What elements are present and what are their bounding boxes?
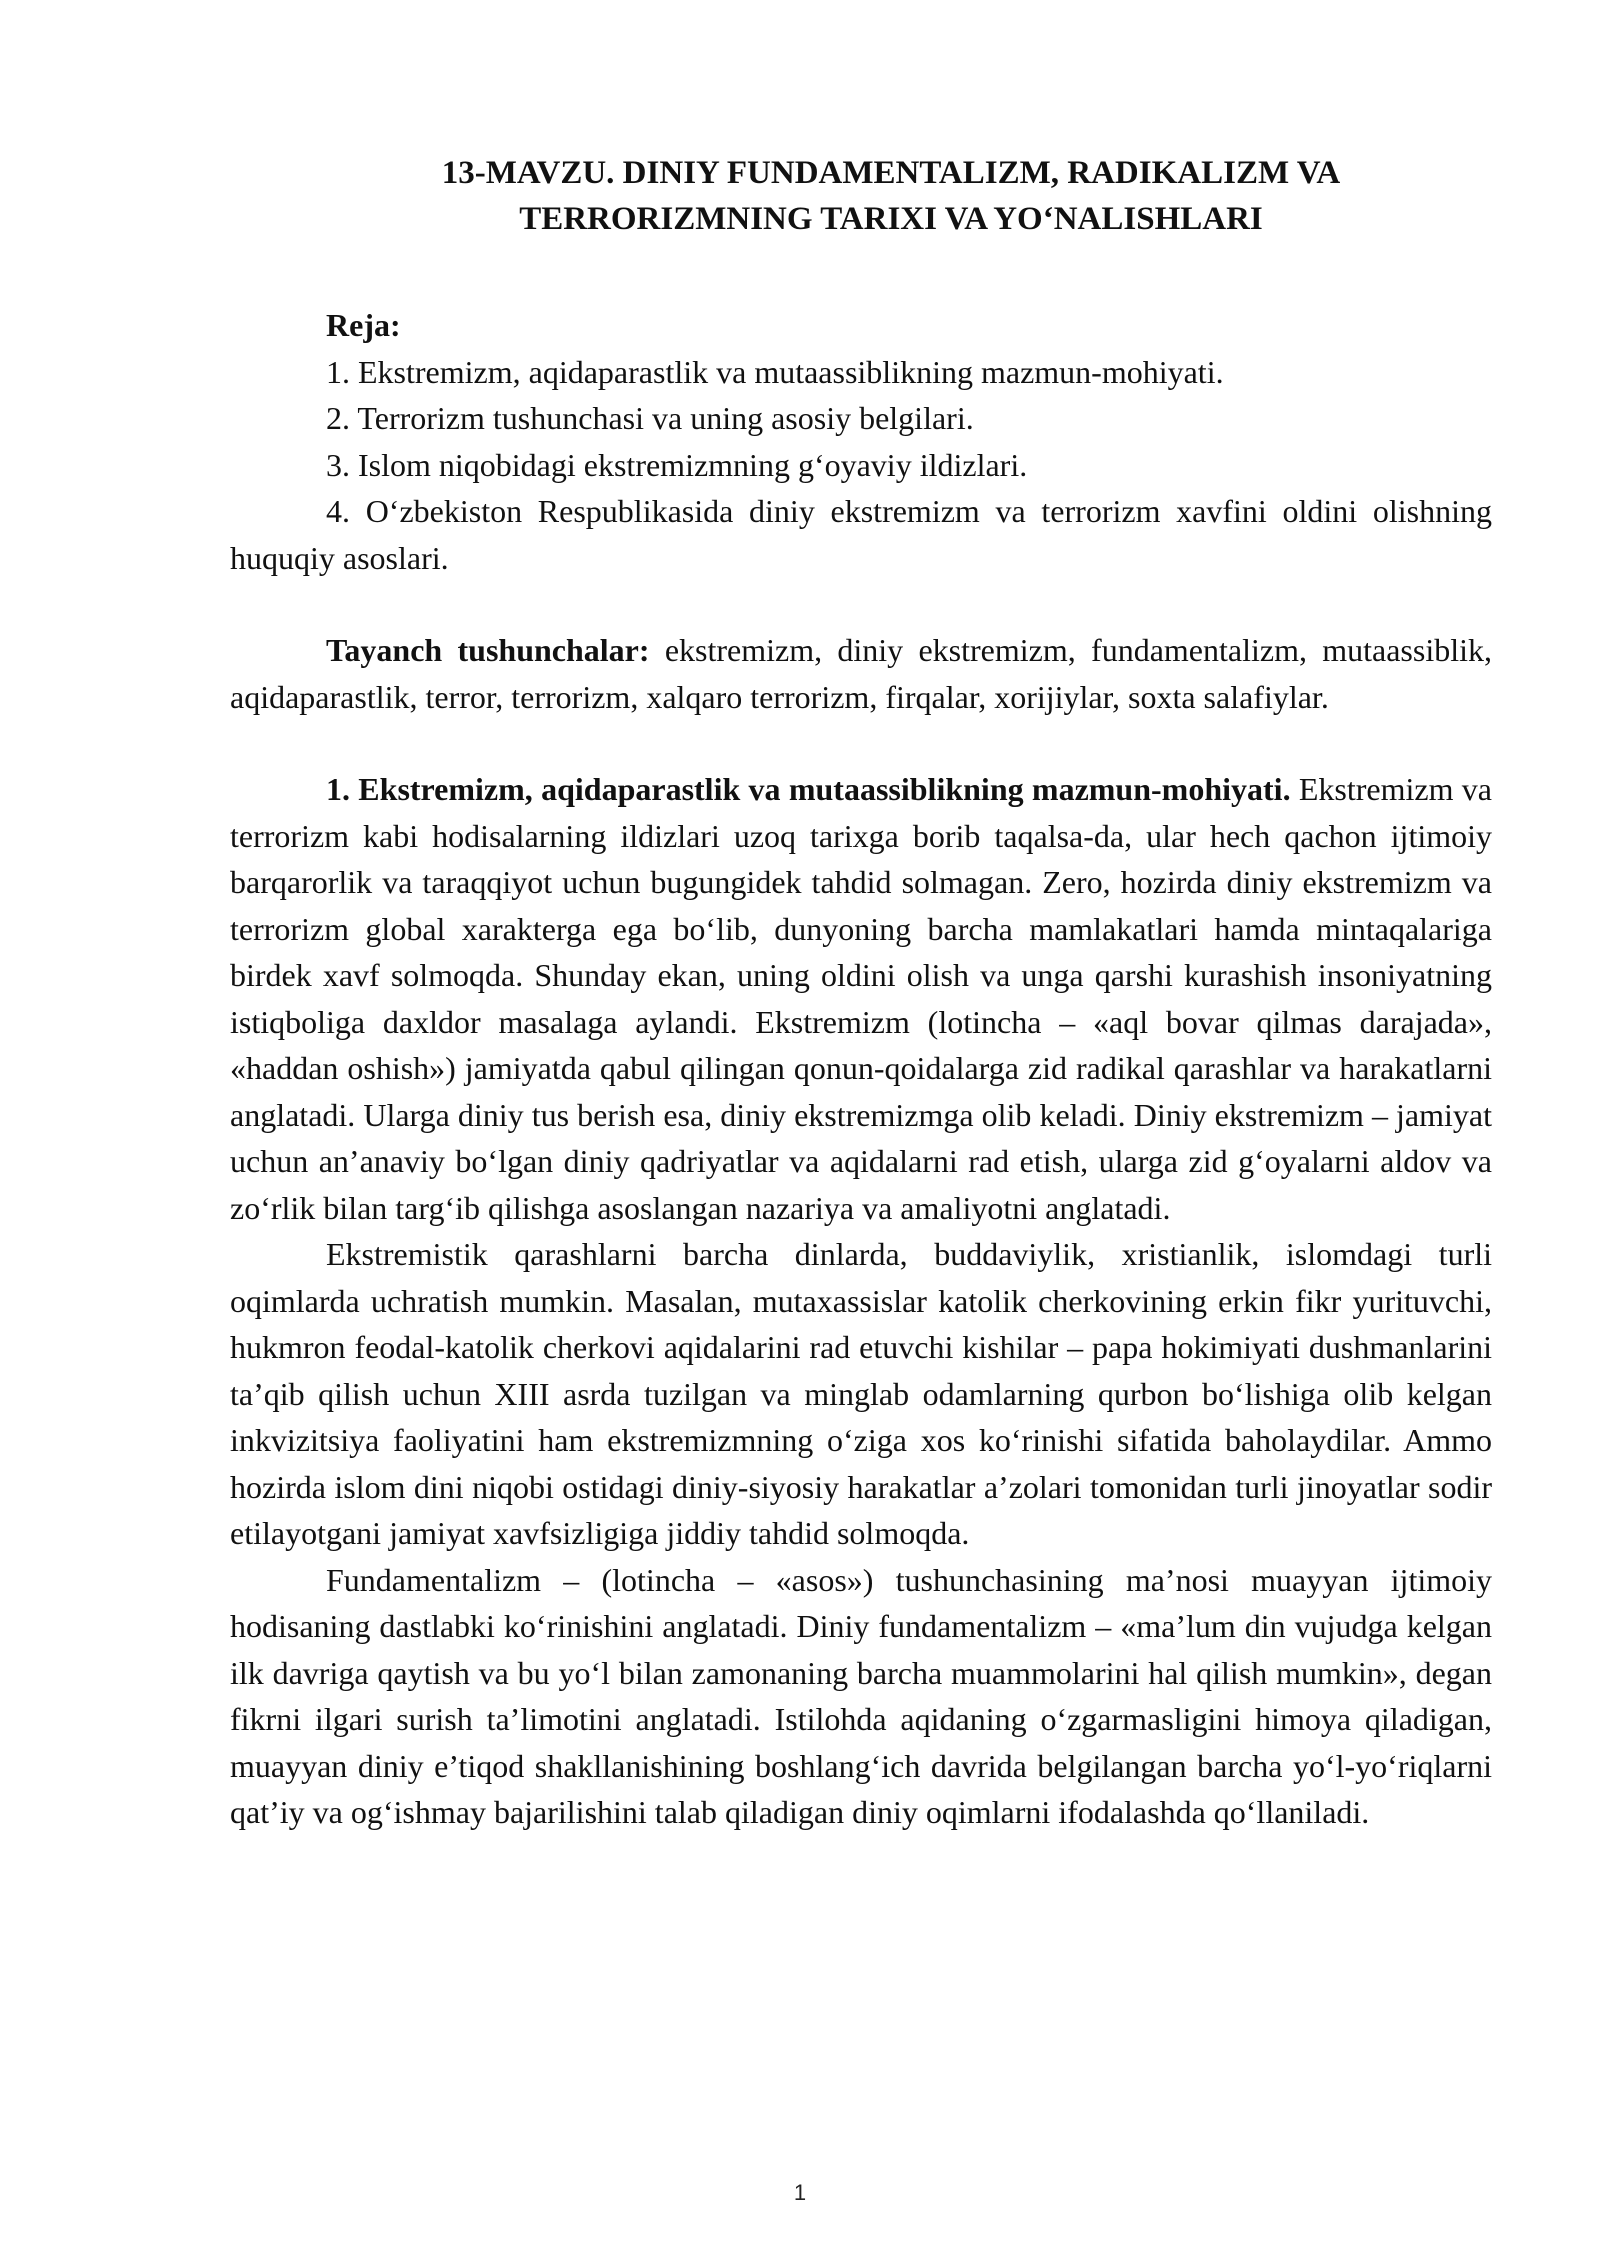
section-1-paragraph-1 [230, 766, 1492, 1231]
plan-heading: Reja: [326, 307, 401, 343]
document-title [230, 150, 1492, 242]
plan-list [230, 349, 1492, 582]
section-1-paragraph-1-text: Ekstremizm va terrorizm kabi hodisalarning ildizlari uzoq tarixga borib taqalsa-da, ular hech qachon ijtimoiy barqarorlik va taraqqiyot uchun bugungidek tahdid solmagan. Zero, hozirda diniy ekstremizm va terrorizm global xarakterga ega bo‘lib, dunyoning barcha mamlakatlari hamda mintaqalariga birdek xavf solmoqda. Shunday ekan, uning oldini olish va unga qarshi kurashish insoniyatning istiqboliga daxldor masalaga aylandi. Ekstremizm (lotincha – «aql bovar qilmas darajada», «haddan oshish») jamiyatda qabul qilingan qonun-qoidalarga zid radikal qarashlar va harakatlarni anglatadi. Ularga diniy tus berish esa, diniy ekstremizmga olib keladi. Diniy ekstremizm – jamiyat uchun an’anaviy bo‘lgan diniy qadriyatlar va aqidalarni rad etish, ularga zid g‘oyalarni aldov va zo‘rlik bilan targ‘ib qilishga asoslangan nazariya va amaliyotni anglatadi. [230, 771, 1493, 1226]
title-line-1: 13-MAVZU. DINIY FUNDAMENTALIZM, RADIKALIZM VA [441, 155, 1341, 191]
section-1-paragraph-2: Ekstremistik qarashlarni barcha dinlarda, buddaviylik, xristianlik, islomdagi turli oqimlarda uchratish mumkin. Masalan, mutaxassislar katolik cherkovining erkin fikr yurituvchi, hukmron feodal-katolik cherkovi aqidalarini rad etuvchi kishilar – papa hokimiyati dushmanlarini ta’qib qilish uchun XIII asrda tuzilgan va minglab odamlarning qurbon bo‘lishiga olib kelgan inkvizitsiya faoliyatini ham ekstremizmning o‘ziga xos ko‘rinishi sifatida baholaydilar. Ammo hozirda islom dini niqobi ostidagi diniy-siyosiy harakatlar a’zolari tomonidan turli jinoyatlar sodir etilayotgani jamiyat xavfsizligiga jiddiy tahdid solmoqda. [230, 1236, 1492, 1551]
plan-item-3: 3. Islom niqobidagi ekstremizmning g‘oyaviy ildizlari. [326, 446, 1028, 483]
key-terms-label: Tayanch tushunchalar: [326, 632, 650, 668]
section-1-heading: 1. Ekstremizm, aqidaparastlik va mutaassiblikning mazmun-mohiyati. [326, 771, 1291, 807]
key-terms-paragraph [230, 627, 1492, 720]
section-1-paragraph-3: Fundamentalizm – (lotincha – «asos») tushunchasining ma’nosi muayyan ijtimoiy hodisaning dastlabki ko‘rinishini anglatadi. Diniy fundamentalizm – «ma’lum din vujudga kelgan ilk davriga qaytish va bu yo‘l bilan zamonaning barcha muammolarini hal qilish mumkin», degan fikrni ilgari surish ta’limotini anglatadi. Istilohda aqidaning o‘zgarmasligini himoya qiladigan, muayyan diniy e’tiqod shakllanishining boshlang‘ich davrida belgilangan barcha yo‘l-yo‘riqlarni qat’iy va og‘ishmay bajarilishini talab qiladigan diniy oqimlarni ifodalashda qo‘llaniladi. [230, 1561, 1492, 1830]
page-number: 1 [793, 2180, 807, 2205]
plan-item-4: 4. O‘zbekiston Respublikasida diniy ekstremizm va terrorizm xavfini oldini olishning huquqiy asoslari. [230, 493, 1492, 576]
document-page [230, 150, 1492, 1836]
key-terms-text: ekstremizm, diniy ekstremizm, fundamentalizm, mutaassiblik, aqidaparastlik, terror, terrorizm, xalqaro terrorizm, firqalar, xorijiylar, soxta salafiylar. [230, 632, 1493, 715]
plan-item-2: 2. Terrorizm tushunchasi va uning asosiy belgilari. [326, 400, 974, 436]
title-line-2: TERRORIZMNING TARIXI VA YO‘NALISHLARI [519, 201, 1263, 237]
plan-item-1: 1. Ekstremizm, aqidaparastlik va mutaassiblikning mazmun-mohiyati. [326, 353, 1224, 390]
